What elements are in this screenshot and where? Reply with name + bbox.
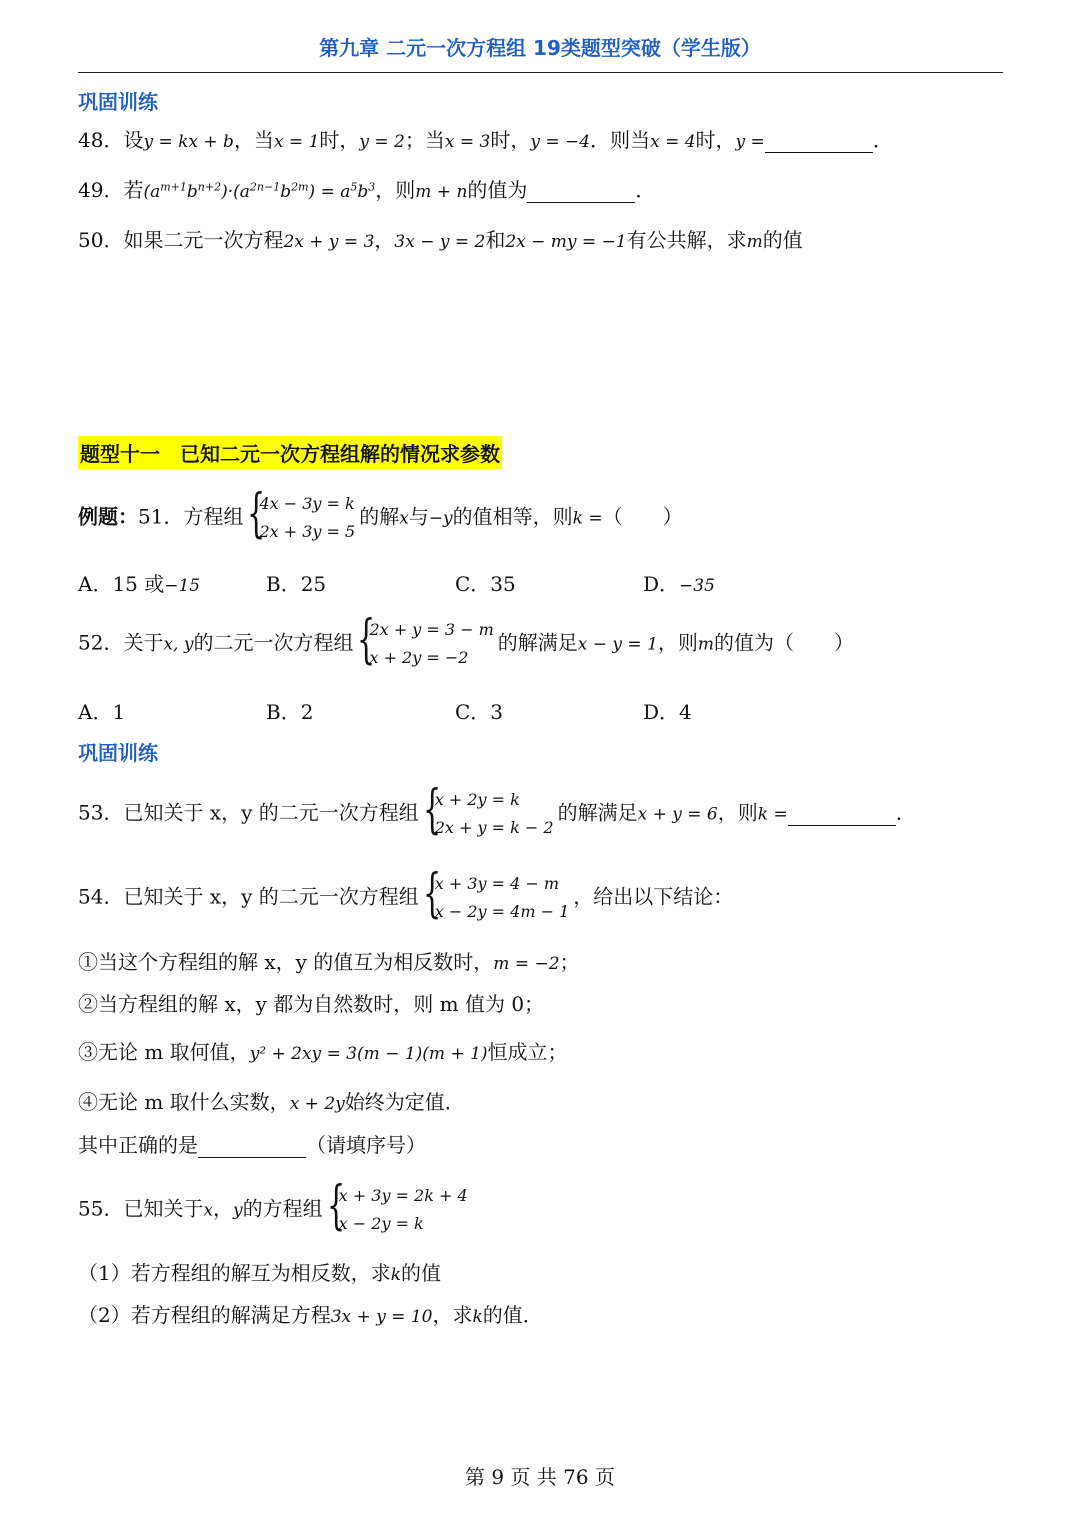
option-a: A．1 [78,700,126,724]
page-header-title: 第九章 二元一次方程组 19类题型突破（学生版） [319,36,761,60]
equation-system: { 4x − 3y = k 2x + 3y = 5 [247,484,356,544]
question-48: 48．设y = kx + b，当x = 1时，y = 2；当x = 3时，y = −4．则当x = 4时，y = ． [78,128,893,152]
equation-system: { x + 3y = 2k + 4 x − 2y = k [326,1176,468,1236]
question-54: 54．已知关于 x，y 的二元一次方程组 { x + 3y = 4 − m x − 2y = 4m − 1 ，给出以下结论： [78,864,734,924]
option-c: C．35 [455,572,516,596]
section-label-consolidation: 巩固训练 [78,741,158,765]
question-55: 55．已知关于x，y的方程组 { x + 3y = 2k + 4 x − 2y = k [78,1176,468,1236]
answer-blank [788,801,896,826]
question-52: 52．关于x, y的二元一次方程组 { 2x + y = 3 − m x + 2y = −2 的解满足x − y = 1，则m的值为（ ） [78,610,855,670]
option-a: A．15 或−15 [78,572,201,596]
question-53: 53．已知关于 x，y 的二元一次方程组 { x + 2y = k 2x + y = k − 2 的解满足x + y = 6，则k = ． [78,780,916,840]
question-51: 例题：51．方程组 { 4x − 3y = k 2x + 3y = 5 的解x与−y的值相等，则k =（ ） [78,484,683,544]
question-54-answer-prompt: 其中正确的是 （请填序号） [78,1133,426,1157]
section-label-consolidation: 巩固训练 [78,90,158,114]
option-b: B．25 [266,572,327,596]
question-50: 50．如果二元一次方程2x + y = 3，3x − y = 2和2x − my = −1有公共解，求m的值 [78,228,803,252]
option-c: C．3 [455,700,504,724]
page-footer: 第 9 页 共 76 页 [465,1465,615,1489]
header-rule [78,72,1003,73]
equation-system: { x + 3y = 4 − m x − 2y = 4m − 1 [422,864,570,924]
topic-11-title: 题型十一 已知二元一次方程组解的情况求参数 [78,436,502,469]
option-d: D．4 [643,700,692,724]
equation-system: { x + 2y = k 2x + y = k − 2 [422,780,554,840]
conclusion-3: ③无论 m 取何值，y² + 2xy = 3(m − 1)(m + 1)恒成立； [78,1040,568,1064]
answer-blank [527,178,635,203]
conclusion-4: ④无论 m 取什么实数，x + 2y始终为定值． [78,1090,465,1114]
option-d: D．−35 [643,572,715,596]
question-55-part-2: （2）若方程组的解满足方程3x + y = 10，求k的值． [78,1303,543,1327]
option-b: B．2 [266,700,314,724]
conclusion-2: ②当方程组的解 x，y 都为自然数时，则 m 值为 0； [78,992,545,1016]
question-55-part-1: （1）若方程组的解互为相反数，求k的值 [78,1261,442,1285]
answer-blank [765,128,873,153]
question-49: 49．若$(a^{m+1}b^{n+2})\cdot(a^{2n-1}b^{2m}) = a^5b^3$，则m + n的值为 ． [78,178,656,202]
answer-blank [198,1133,306,1158]
equation-system: { 2x + y = 3 − m x + 2y = −2 [357,610,494,670]
conclusion-1: ①当这个方程组的解 x，y 的值互为相反数时，m = −2； [78,950,580,974]
